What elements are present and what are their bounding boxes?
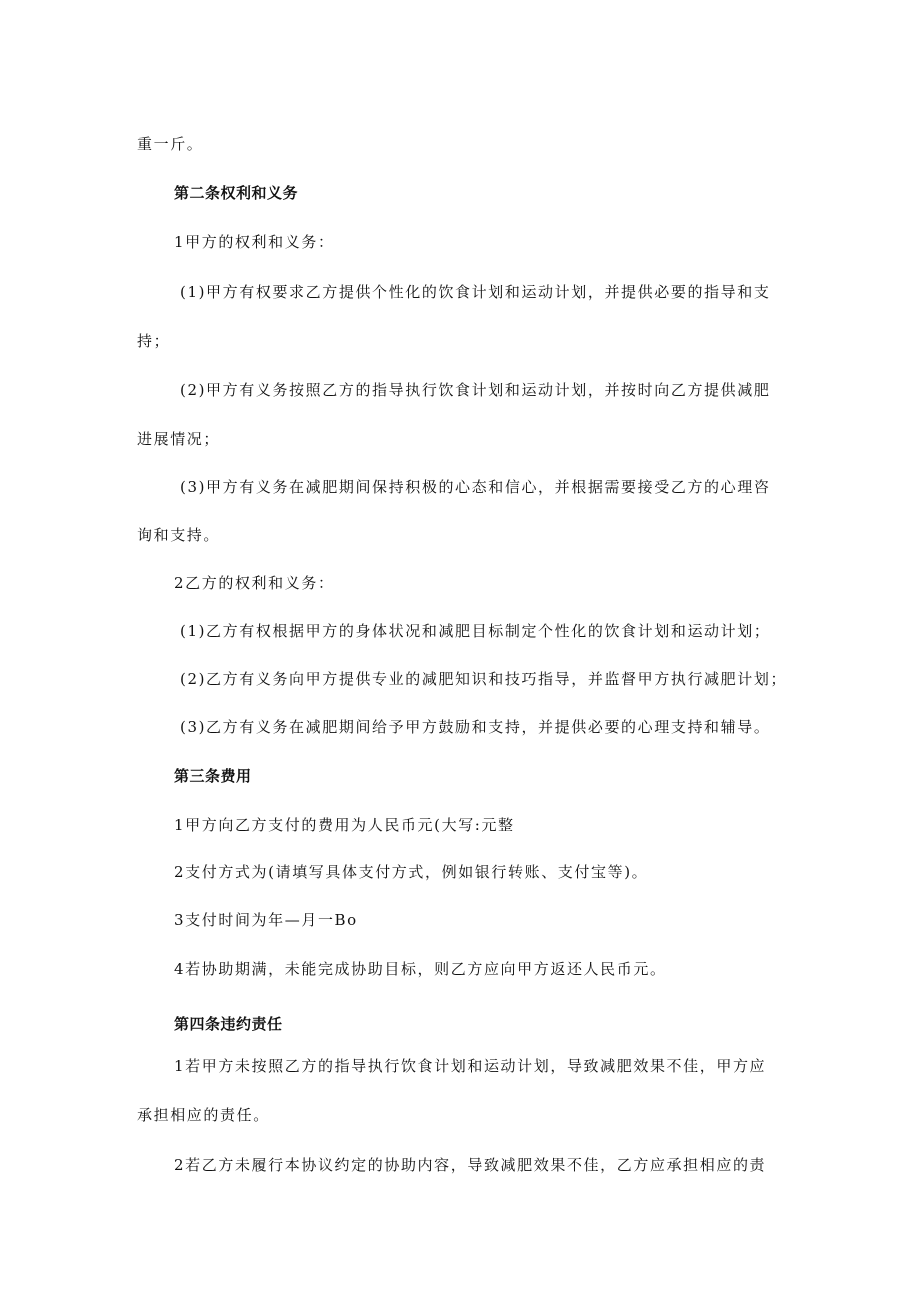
text-line: 3支付时间为年—月一Bo — [174, 911, 358, 929]
section-heading: 第三条费用 — [174, 767, 252, 785]
subsection-heading: 2乙方的权利和义务： — [174, 574, 335, 592]
text-line: 重一斤。 — [137, 135, 204, 153]
text-line: 1若甲方未按照乙方的指导执行饮食计划和运动计划，导致减肥效果不佳，甲方应 — [174, 1057, 767, 1075]
text-line: (2)甲方有义务按照乙方的指导执行饮食计划和运动计划，并按时向乙方提供减肥 — [180, 381, 771, 399]
text-line: 询和支持。 — [137, 526, 221, 544]
text-line: (1)甲方有权要求乙方提供个性化的饮食计划和运动计划，并提供必要的指导和支 — [180, 283, 771, 301]
text-line: 1甲方向乙方支付的费用为人民币元(大写:元整 — [174, 816, 515, 834]
text-line: 承担相应的责任。 — [137, 1106, 270, 1124]
text-line: 2若乙方未履行本协议约定的协助内容，导致减肥效果不佳，乙方应承担相应的责 — [174, 1156, 767, 1174]
text-line: 进展情况； — [137, 430, 221, 448]
section-heading: 第四条违约责任 — [174, 1015, 283, 1033]
text-line: (2)乙方有义务向甲方提供专业的减肥知识和技巧指导，并监督甲方执行减肥计划； — [180, 670, 788, 688]
text-line: 持； — [137, 332, 171, 350]
text-line: (1)乙方有权根据甲方的身体状况和减肥目标制定个性化的饮食计划和运动计划； — [180, 622, 771, 640]
text-line: (3)乙方有义务在减肥期间给予甲方鼓励和支持，并提供必要的心理支持和辅导。 — [180, 718, 771, 736]
text-line: 2支付方式为(请填写具体支付方式，例如银行转账、支付宝等)。 — [174, 863, 649, 881]
subsection-heading: 1甲方的权利和义务： — [174, 233, 335, 251]
text-line: 4若协助期满，未能完成协助目标，则乙方应向甲方返还人民币元。 — [174, 960, 667, 978]
section-heading: 第二条权利和义务 — [174, 184, 299, 202]
text-line: (3)甲方有义务在减肥期间保持积极的心态和信心，并根据需要接受乙方的心理咨 — [180, 478, 771, 496]
